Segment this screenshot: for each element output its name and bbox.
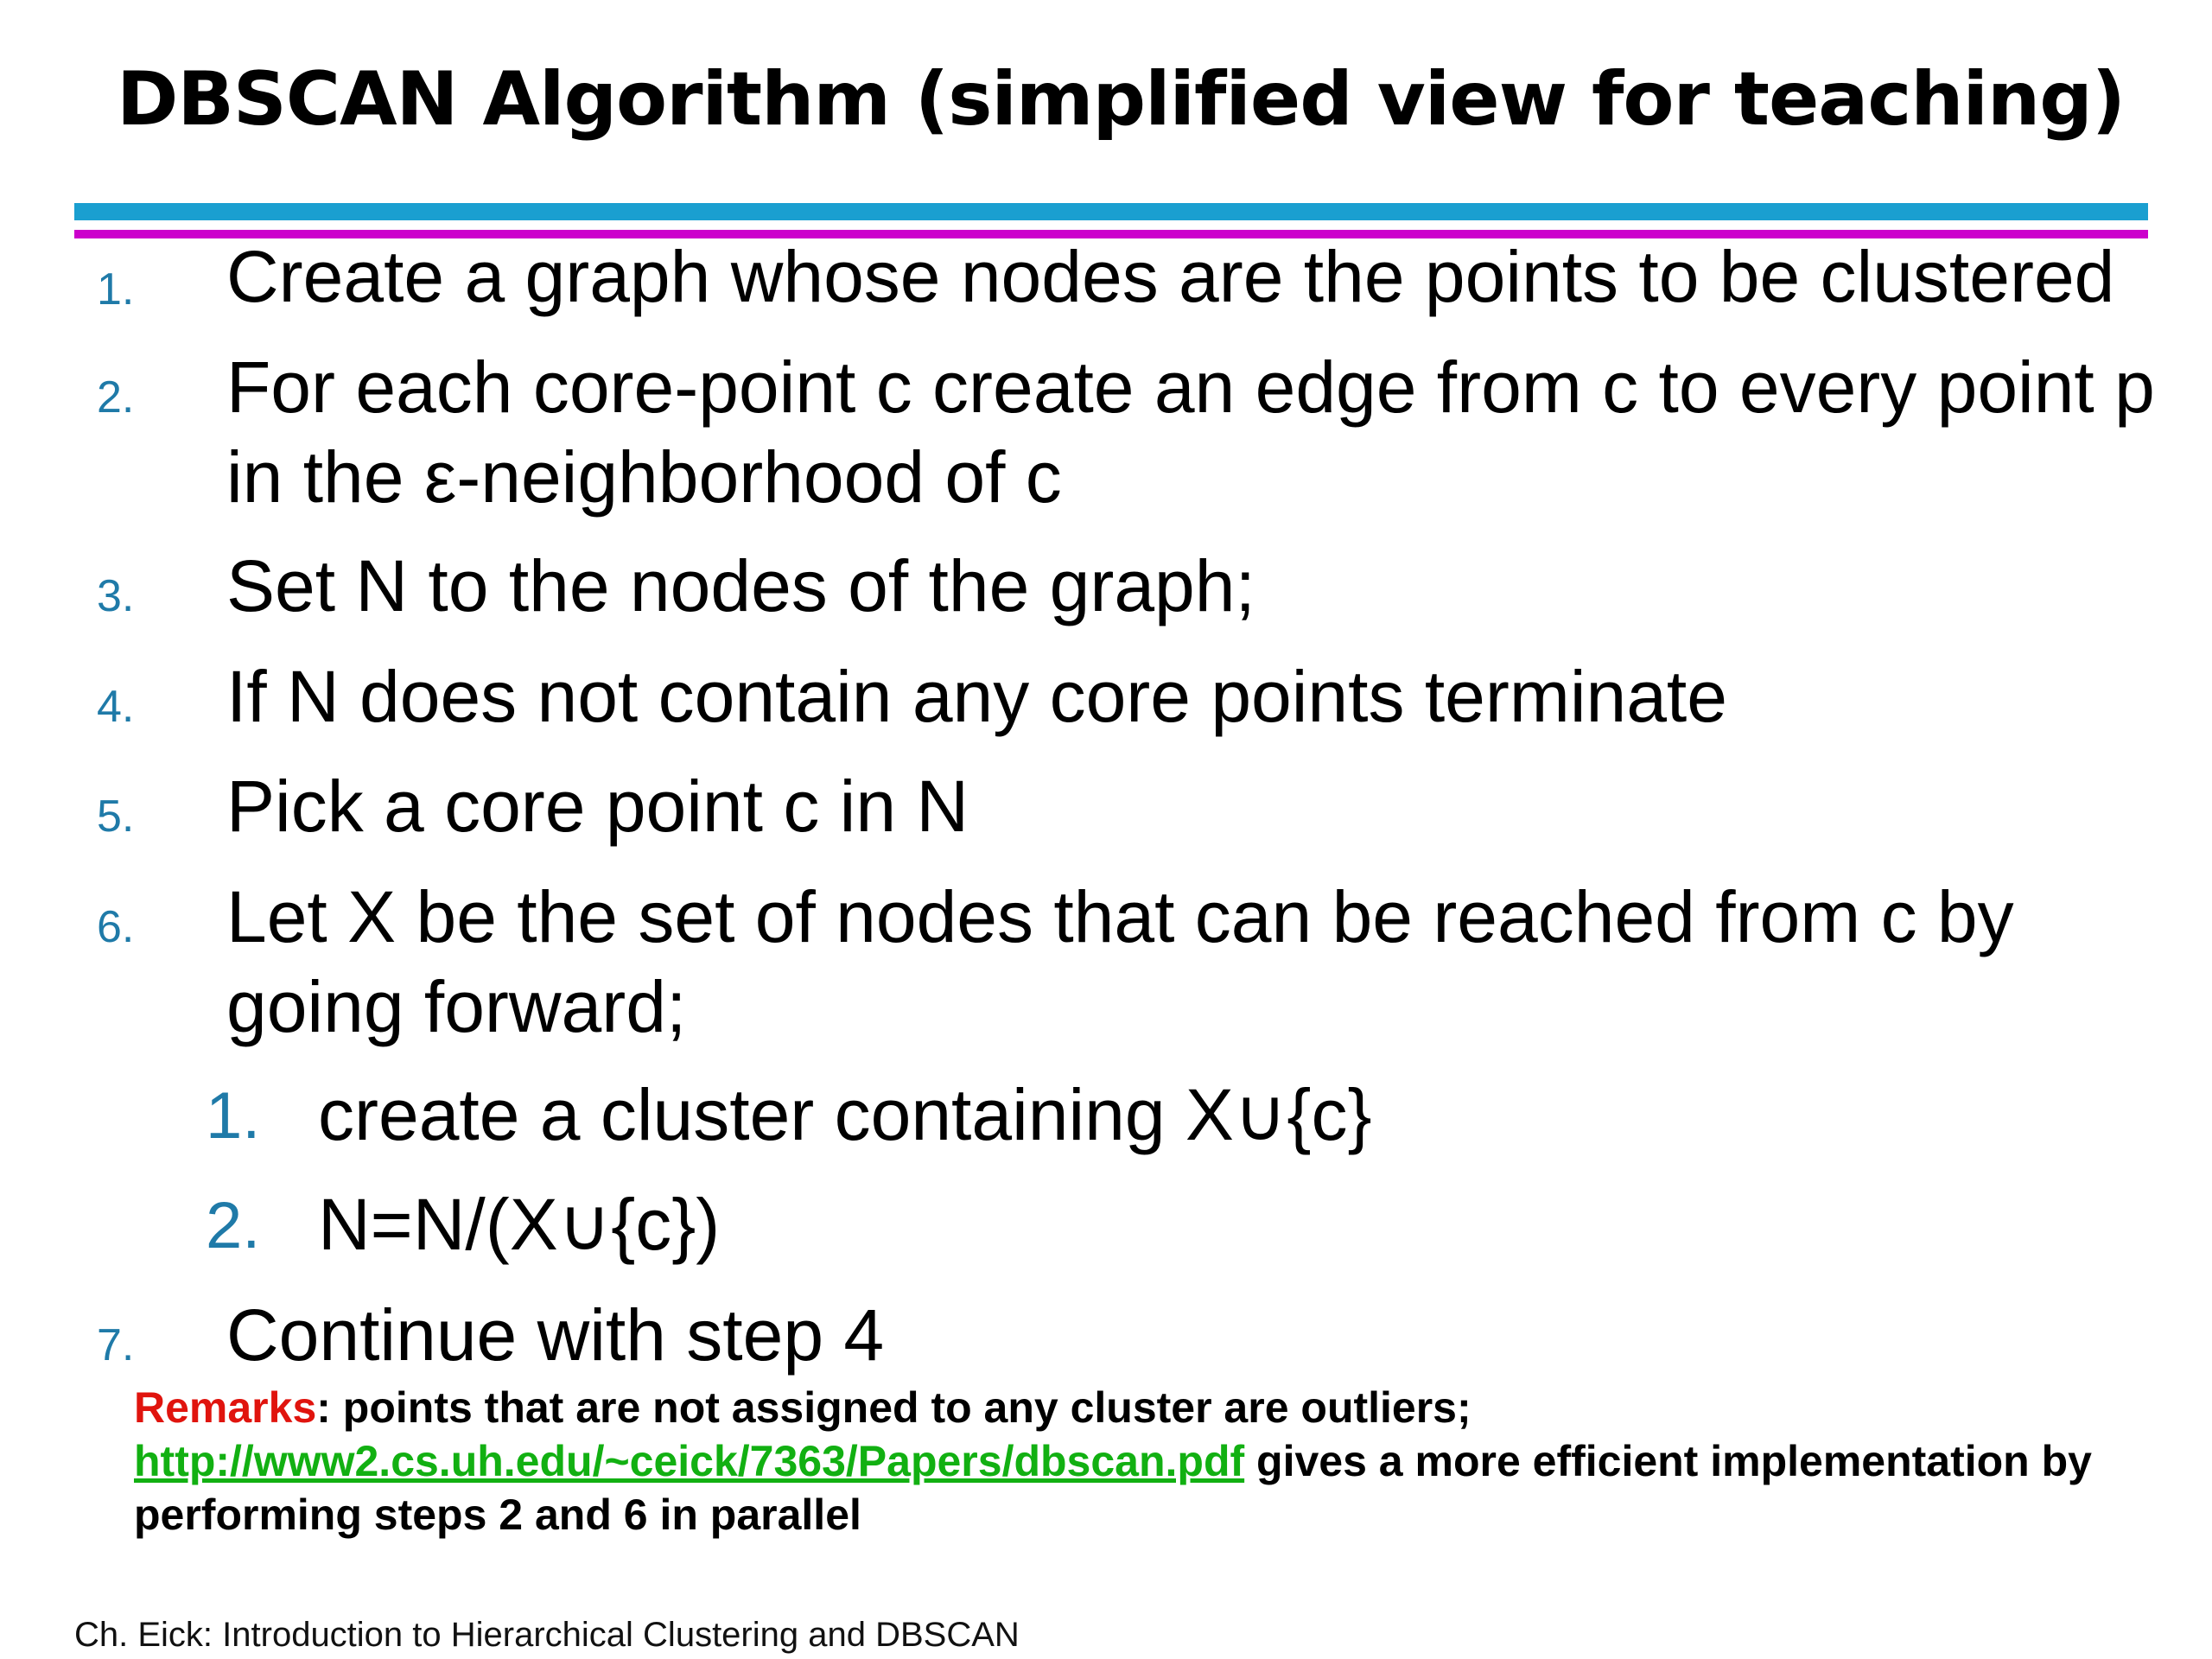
remarks-label: Remarks: [134, 1383, 317, 1432]
substep-text: create a cluster containing X∪{c}: [318, 1074, 1372, 1155]
step-text: Create a graph whose nodes are the points to be clustered: [226, 236, 2115, 317]
slide-footer: Ch. Eick: Introduction to Hierarchical Clustering and DBSCAN: [74, 1616, 1020, 1654]
step-number: 5.: [97, 791, 135, 842]
step-text: Continue with step 4: [226, 1294, 885, 1376]
step-number: 1.: [97, 264, 135, 315]
slide-title: DBSCAN Algorithm (simplified view for teaching): [117, 56, 2126, 143]
step-text-line-2: in the ε-neighborhood of c: [226, 436, 1062, 518]
step-text: Set N to the nodes of the graph;: [226, 545, 1255, 626]
title-rule-blue: [74, 203, 2148, 220]
step-number: 7.: [97, 1320, 135, 1370]
substep-text: N=N/(X∪{c}): [318, 1184, 721, 1265]
step-text-line-1: For each core-point c create an edge from c to every point p: [226, 346, 2155, 428]
step-text-line-1: Let X be the set of nodes that can be reached from c by: [226, 876, 2014, 957]
step-number: 4.: [97, 682, 135, 732]
remarks-text-2: gives a more efficient implementation by performing steps 2 and 6 in parallel: [134, 1437, 2092, 1539]
step-text: If N does not contain any core points terminate: [226, 656, 1727, 737]
remarks-text-1: : points that are not assigned to any cluster are outliers;: [316, 1383, 1471, 1432]
step-text: Pick a core point c in N: [226, 766, 969, 847]
step-number: 3.: [97, 571, 135, 621]
substep-number: 2.: [206, 1189, 261, 1262]
step-text-line-2: going forward;: [226, 966, 687, 1047]
step-number: 6.: [97, 902, 135, 952]
substep-number: 1.: [206, 1079, 261, 1153]
dbscan-paper-link[interactable]: http://www2.cs.uh.edu/~ceick/7363/Papers/dbscan.pdf: [134, 1437, 1245, 1485]
remarks-block: [134, 1381, 2121, 1541]
step-number: 2.: [97, 372, 135, 423]
